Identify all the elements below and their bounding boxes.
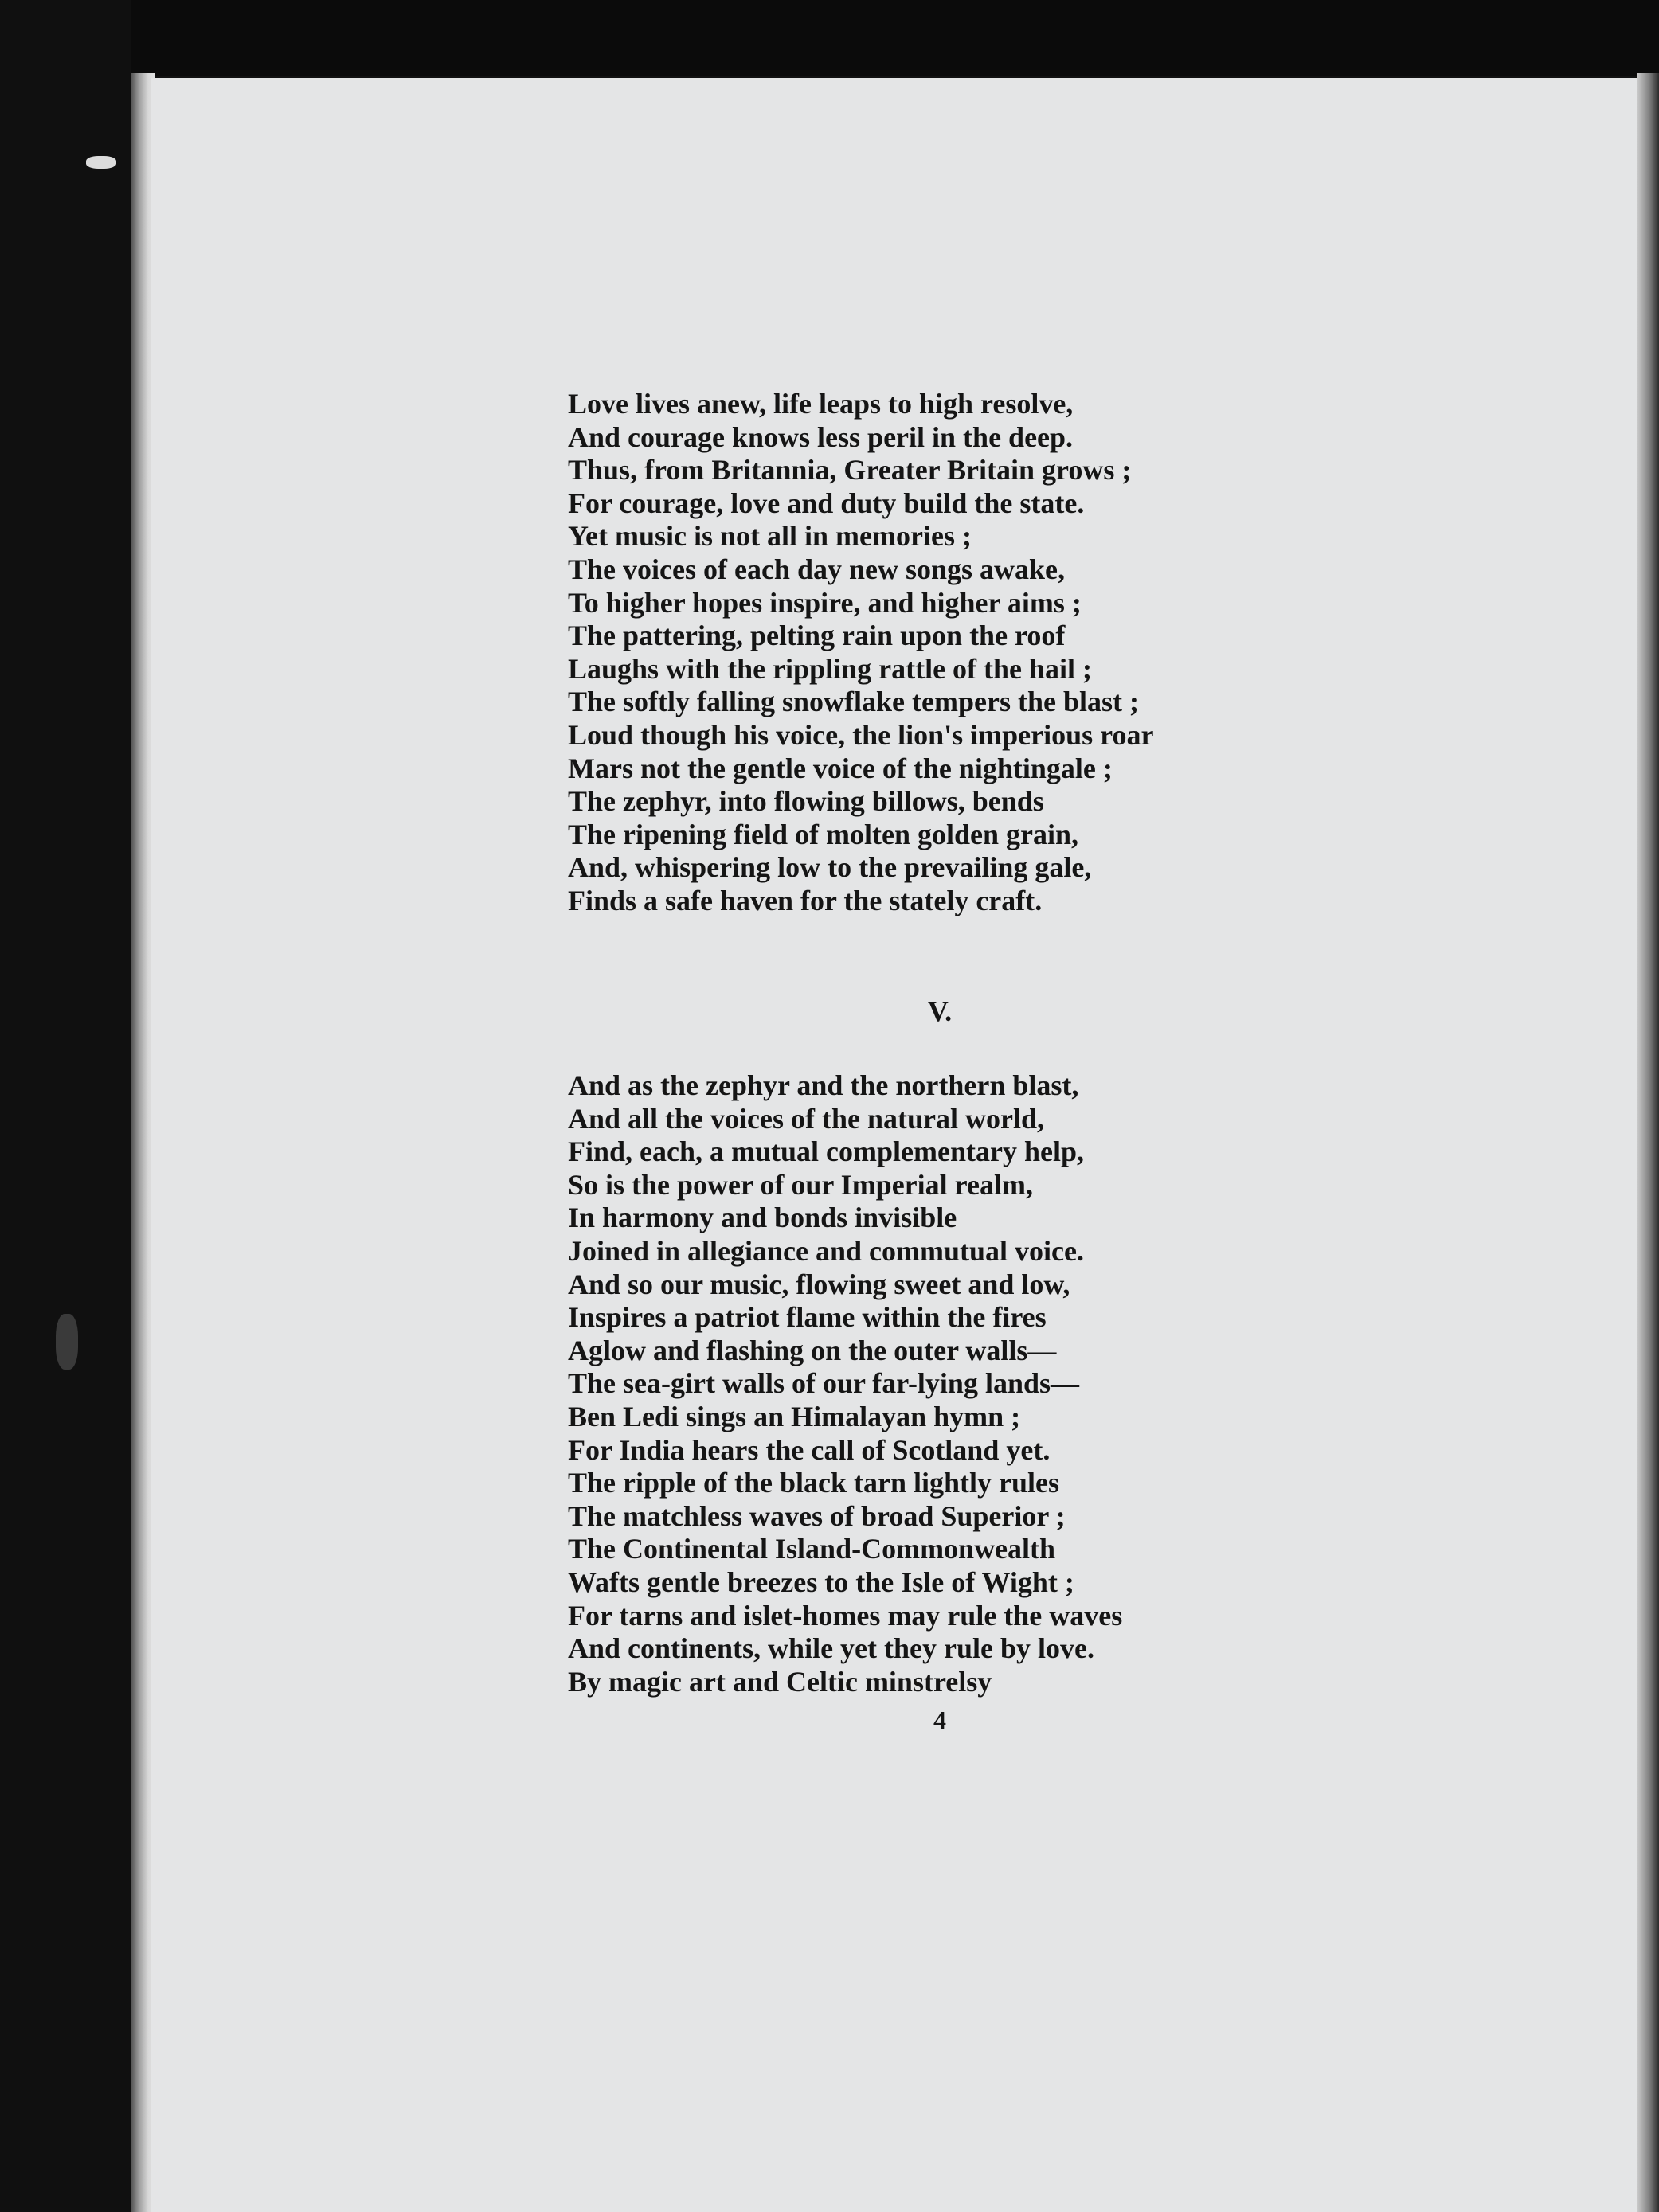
poem-line: The ripening field of molten golden grain,	[568, 818, 1079, 850]
poem-line: Inspires a patriot flame within the fires	[568, 1301, 1047, 1334]
poem-stanza-one	[568, 388, 1285, 918]
poem-line: And so our music, flowing sweet and low,	[568, 1268, 1070, 1300]
poem-line: The pattering, pelting rain upon the roof	[568, 619, 1066, 652]
poem-line: Loud though his voice, the lion's imperious roar	[568, 718, 1154, 751]
poem-line: Find, each, a mutual complementary help,	[568, 1135, 1084, 1168]
poem-line: Yet music is not all in memories ;	[568, 520, 972, 553]
poem-line: And courage knows less peril in the deep.	[568, 420, 1074, 453]
poem-line: In harmony and bonds invisible	[568, 1202, 957, 1234]
scan-speck	[86, 156, 116, 169]
poem-line: The softly falling snowflake tempers the blast ;	[568, 686, 1139, 718]
poem-line: The ripple of the black tarn lightly rules	[568, 1467, 1060, 1499]
scan-speck	[56, 1314, 78, 1370]
poem-line: Joined in allegiance and commutual voice.	[568, 1234, 1084, 1267]
poem-line: The sea-girt walls of our far-lying lands—	[568, 1367, 1080, 1400]
poem-line: Laughs with the rippling rattle of the hail ;	[568, 652, 1093, 685]
page-number: 4	[933, 1706, 946, 1734]
poem-line: And as the zephyr and the northern blast,	[568, 1069, 1079, 1101]
poem-line: The zephyr, into flowing billows, bends	[568, 785, 1044, 818]
poem-line: And all the voices of the natural world,	[568, 1102, 1044, 1135]
poem-line: For courage, love and duty build the state.	[568, 487, 1085, 519]
scan-top-border	[0, 0, 1659, 76]
scan-right-border	[1637, 73, 1659, 2212]
poem-line: Love lives anew, life leaps to high resolve,	[568, 388, 1074, 420]
poem-line: For tarns and islet-homes may rule the waves	[568, 1599, 1123, 1632]
poem-line: And continents, while yet they rule by love.	[568, 1632, 1094, 1665]
poem-stanza-two	[568, 1069, 1285, 1698]
poem-line: Aglow and flashing on the outer walls—	[568, 1334, 1057, 1366]
poem-line: The voices of each day new songs awake,	[568, 553, 1066, 585]
poem-line: For India hears the call of Scotland yet.	[568, 1433, 1051, 1466]
poem-line: Finds a safe haven for the stately craft.	[568, 884, 1043, 916]
scan-left-border	[0, 0, 131, 2212]
poem-line: So is the power of our Imperial realm,	[568, 1168, 1033, 1201]
poem-line: The Continental Island-Commonwealth	[568, 1533, 1056, 1565]
section-numeral: V.	[927, 995, 953, 1027]
poem-line: Wafts gentle breezes to the Isle of Wight ;	[568, 1565, 1074, 1598]
poem-line: The matchless waves of broad Superior ;	[568, 1499, 1066, 1532]
poem-line: By magic art and Celtic minstrelsy	[568, 1665, 992, 1698]
poem-line: To higher hopes inspire, and higher aims ;	[568, 586, 1082, 619]
poem-line: Thus, from Britannia, Greater Britain grows ;	[568, 454, 1132, 487]
poem-line: Ben Ledi sings an Himalayan hymn ;	[568, 1400, 1021, 1432]
poem-line: Mars not the gentle voice of the nightingale ;	[568, 752, 1113, 784]
poem-line: And, whispering low to the prevailing gale,	[568, 851, 1092, 884]
